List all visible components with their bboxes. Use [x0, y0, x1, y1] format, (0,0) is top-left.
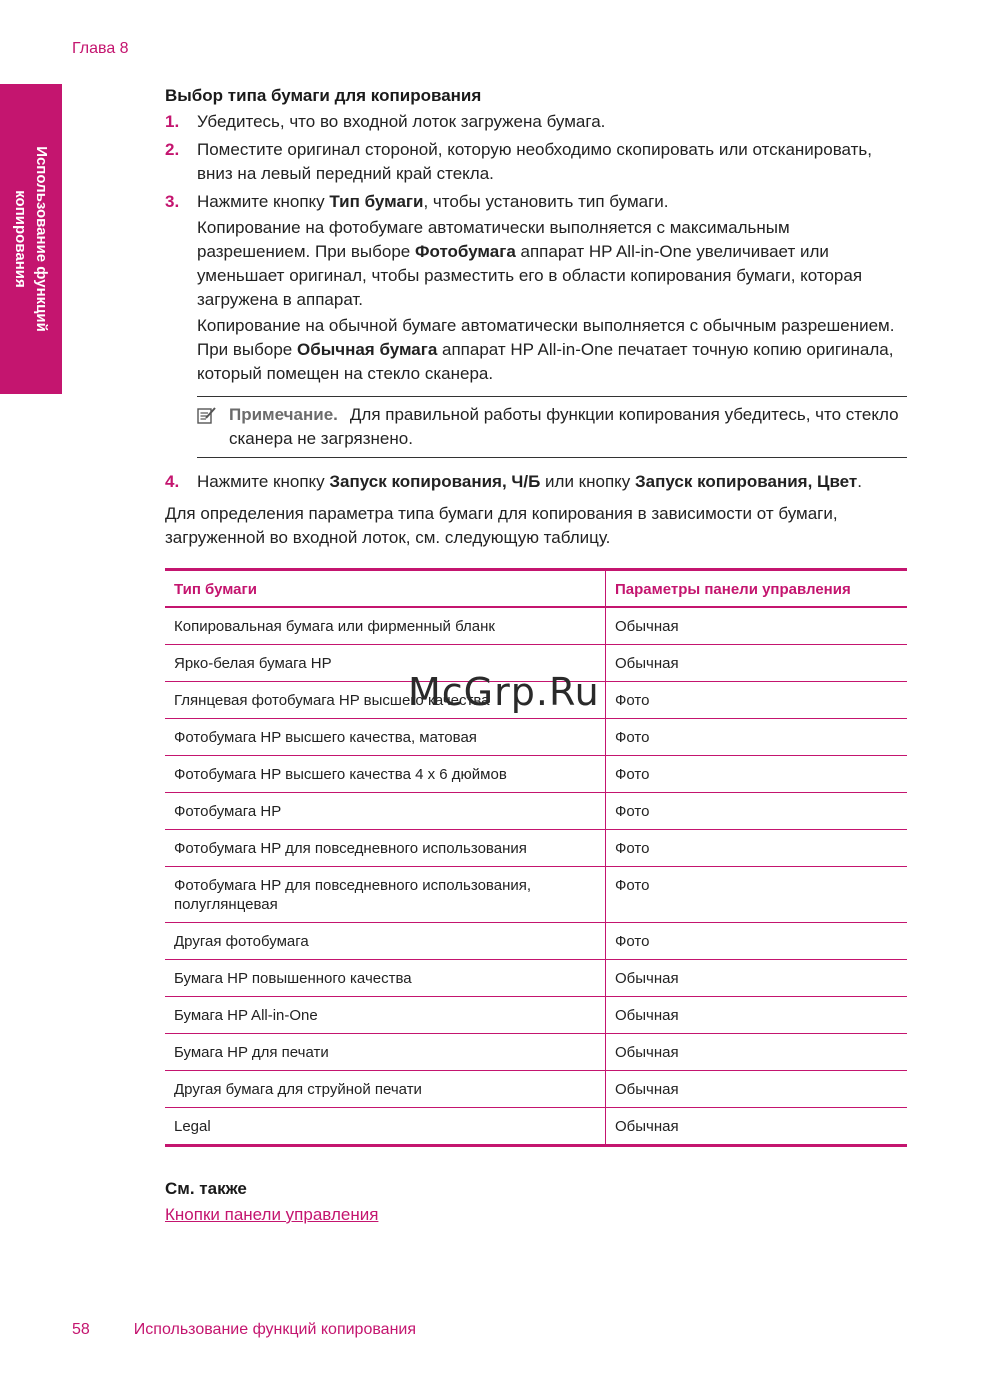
chapter-label: Глава 8 — [72, 40, 129, 57]
step-2 — [165, 138, 907, 186]
table-row — [165, 997, 907, 1034]
step-detail-photo: Копирование на фотобумаге автоматически выполняется с максимальным разрешением. При выборе Фотобумага аппарат HP All-in-One увеличивает или уменьшает оригинал, чтобы разместить его в области копирования бумаги, которая загружена в аппарат. — [197, 218, 863, 309]
table-row — [165, 793, 907, 830]
page-footer — [72, 1321, 416, 1339]
step-text: Нажмите кнопку Запуск копирования, Ч/Б или кнопку Запуск копирования, Цвет. — [197, 472, 862, 491]
note-box — [197, 396, 907, 458]
table-header-row — [165, 570, 907, 608]
paper-type-cell: Бумага HP для печати — [165, 1034, 606, 1071]
paper-type-cell: Другая фотобумага — [165, 923, 606, 960]
setting-cell: Обычная — [606, 997, 908, 1034]
step-number: 4. — [165, 472, 180, 491]
table-row — [165, 756, 907, 793]
setting-cell: Фото — [606, 867, 908, 923]
table-row — [165, 719, 907, 756]
section-title: Выбор типа бумаги для копирования — [165, 86, 482, 105]
paper-type-table — [165, 568, 907, 1147]
step-text: Убедитесь, что во входной лоток загружена бумага. — [197, 112, 606, 131]
setting-cell: Обычная — [606, 1108, 908, 1146]
step-detail-plain: Копирование на обычной бумаге автоматически выполняется с обычным разрешением. При выборе Обычная бумага аппарат HP All-in-One печатает точную копию оригинала, который помещен на стекло сканера. — [197, 316, 895, 383]
see-also-heading: См. также — [165, 1179, 247, 1198]
main-content — [165, 86, 907, 1225]
setting-cell: Фото — [606, 682, 908, 719]
table-intro: Для определения параметра типа бумаги для копирования в зависимости от бумаги, загруженной во входной лоток, см. следующую таблицу. — [165, 504, 838, 547]
setting-cell: Обычная — [606, 1034, 908, 1071]
paper-type-cell: Фотобумага HP для повседневного использования — [165, 830, 606, 867]
paper-type-cell: Фотобумага HP — [165, 793, 606, 830]
step-text: Поместите оригинал стороной, которую необходимо скопировать или отсканировать, вниз на левый передний край стекла. — [197, 140, 872, 183]
table-row — [165, 923, 907, 960]
column-header-settings: Параметры панели управления — [615, 581, 851, 598]
step-1 — [165, 110, 907, 134]
note-icon — [197, 406, 217, 424]
side-section-tab — [0, 84, 62, 394]
paper-type-cell: Фотобумага HP для повседневного использования, полуглянцевая — [165, 867, 606, 923]
note-label: Примечание. — [229, 405, 338, 424]
setting-cell: Фото — [606, 793, 908, 830]
paper-type-cell: Бумага HP All-in-One — [165, 997, 606, 1034]
setting-cell: Фото — [606, 756, 908, 793]
setting-cell: Фото — [606, 719, 908, 756]
setting-cell: Фото — [606, 830, 908, 867]
setting-cell: Обычная — [606, 1071, 908, 1108]
paper-type-cell: Глянцевая фотобумага HP высшего качества — [165, 682, 606, 719]
watermark-text: McGrp.Ru — [408, 670, 600, 714]
step-number: 2. — [165, 140, 180, 159]
paper-type-cell: Фотобумага HP высшего качества, матовая — [165, 719, 606, 756]
button-name: Тип бумаги — [329, 192, 424, 211]
paper-type-cell: Фотобумага HP высшего качества 4 x 6 дюймов — [165, 756, 606, 793]
table-row — [165, 830, 907, 867]
table-row — [165, 867, 907, 923]
step-4 — [165, 470, 907, 494]
side-tab-line1: Использование функций — [33, 146, 50, 332]
paper-type-cell: Legal — [165, 1108, 606, 1146]
table-row — [165, 1071, 907, 1108]
setting-cell: Обычная — [606, 607, 908, 645]
table-row — [165, 1034, 907, 1071]
page-number: 58 — [72, 1321, 90, 1338]
footer-title: Использование функций копирования — [133, 1321, 417, 1338]
column-header-paper-type: Тип бумаги — [165, 570, 606, 608]
step-3 — [165, 190, 907, 386]
paper-type-cell: Другая бумага для струйной печати — [165, 1071, 606, 1108]
paper-type-cell: Копировальная бумага или фирменный бланк — [165, 607, 606, 645]
side-tab-line2: копирования — [12, 190, 29, 288]
step-text: Нажмите кнопку Тип бумаги, чтобы установить тип бумаги. — [197, 192, 669, 211]
note-text: Для правильной работы функции копирования убедитесь, что стекло сканера не загрязнено. — [229, 405, 899, 448]
table-row — [165, 607, 907, 645]
setting-cell: Обычная — [606, 645, 908, 682]
paper-type-cell: Бумага HP повышенного качества — [165, 960, 606, 997]
table-row — [165, 960, 907, 997]
control-panel-buttons-link[interactable]: Кнопки панели управления — [165, 1205, 379, 1224]
step-number: 3. — [165, 192, 180, 211]
table-row — [165, 1108, 907, 1146]
paper-type-cell: Ярко-белая бумага HP — [165, 645, 606, 682]
step-number: 1. — [165, 112, 180, 131]
setting-cell: Обычная — [606, 960, 908, 997]
setting-cell: Фото — [606, 923, 908, 960]
